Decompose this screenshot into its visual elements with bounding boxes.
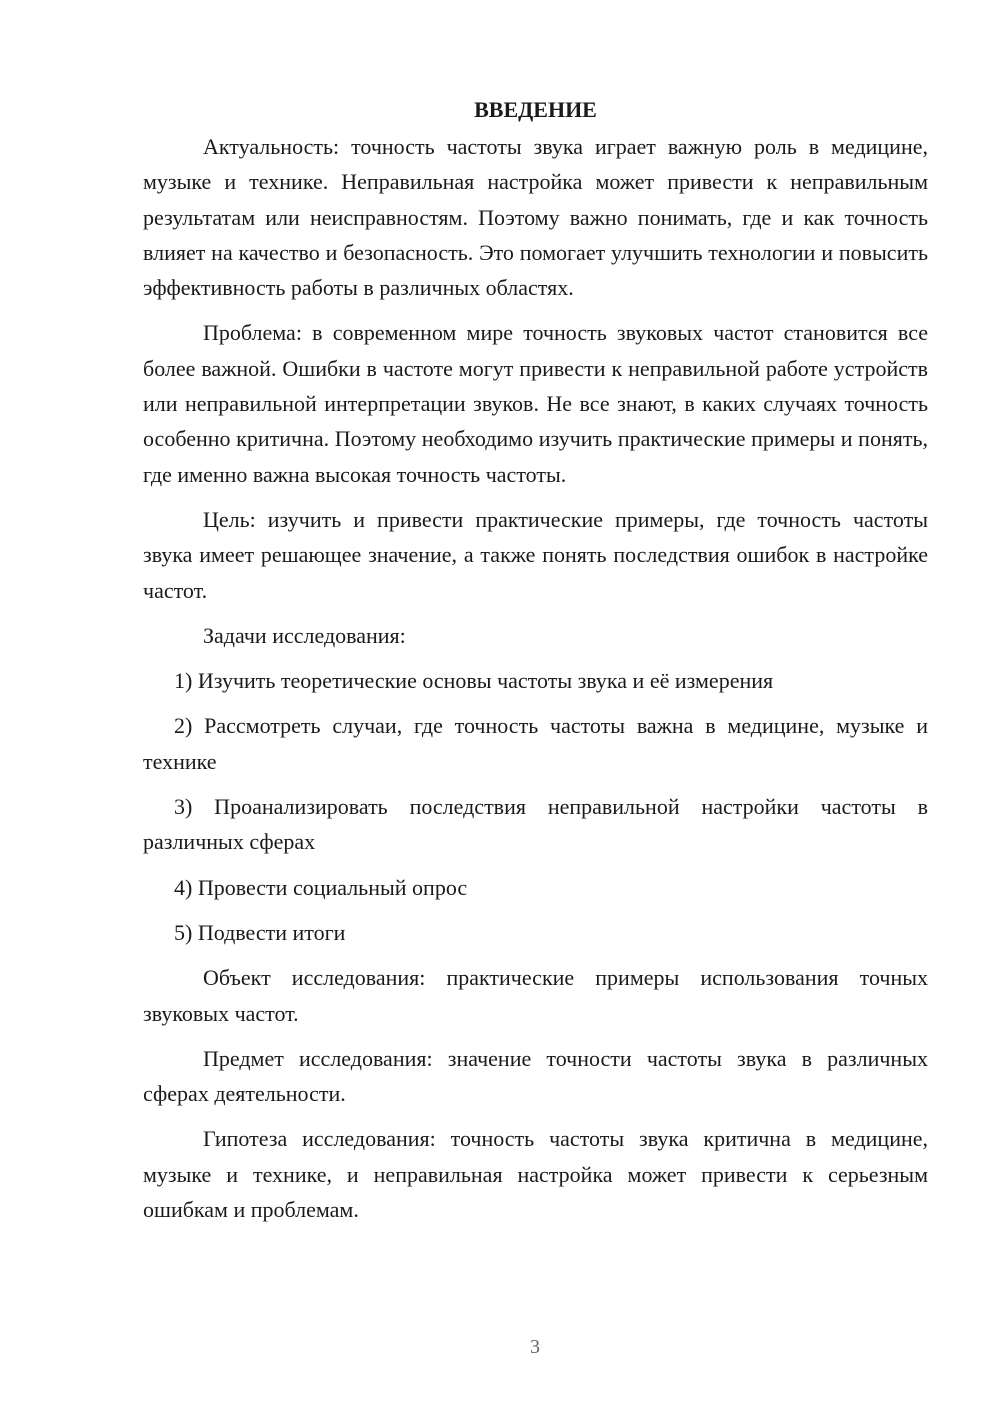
- document-page: [143, 92, 928, 1237]
- paragraph-subject: Предмет исследования: значение точности частоты звука в различных сферах деятельности.: [143, 1045, 928, 1107]
- section-title: ВВЕДЕНИЕ: [474, 97, 597, 122]
- task-item-4: 4) Провести социальный опрос: [174, 874, 468, 900]
- task-item-5: 5) Подвести итоги: [174, 919, 346, 945]
- task-item-3: 3) Проанализировать последствия неправильной настройки частоты в различных сферах: [143, 794, 928, 855]
- paragraph-tasks-heading: Задачи исследования:: [203, 622, 406, 648]
- paragraph-hypothesis: Гипотеза исследования: точность частоты звука критична в медицине, музыке и технике, и неправильная настройка может привести к серьезным ошибкам и проблемам.: [143, 1126, 928, 1223]
- paragraph-object: Объект исследования: практические примеры использования точных звуковых частот.: [143, 965, 928, 1026]
- paragraph-relevance: Актуальность: точность частоты звука играет важную роль в медицине, музыке и технике. Неправильная настройка может привести к неправильным результатам или неисправностям. Поэтому важно понимать, где и как точность влияет на качество и безопасность. Это помогает улучшить технологии и повысить эффективность работы в различных областях.: [143, 134, 928, 301]
- task-item-1: 1) Изучить теоретические основы частоты звука и её измерения: [174, 668, 774, 694]
- paragraph-goal: Цель: изучить и привести практические примеры, где точность частоты звука имеет решающее значение, а также понять последствия ошибок в настройке частот.: [143, 506, 928, 603]
- paragraph-problem: Проблема: в современном мире точность звуковых частот становится все более важной. Ошибки в частоте могут привести к неправильной работе устройств или неправильной интерпретации звуков. Не все знают, в каких случаях точность особенно критична. Поэтому необходимо изучить практические примеры и понять, где именно важна высокая точность частоты.: [143, 320, 928, 487]
- page-number: 3: [530, 1336, 540, 1358]
- task-item-2: 2) Рассмотреть случаи, где точность частоты важна в медицине, музыке и технике: [143, 713, 928, 774]
